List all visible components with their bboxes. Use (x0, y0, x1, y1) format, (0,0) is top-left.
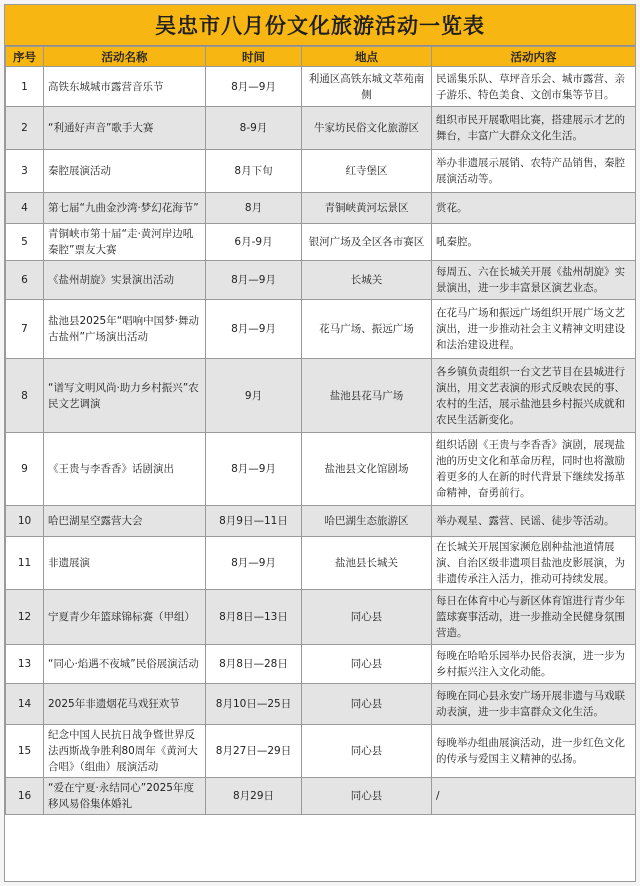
activity-place: 青铜峡黄河坛景区 (302, 193, 432, 224)
row-number: 16 (6, 778, 44, 815)
row-number: 4 (6, 193, 44, 224)
activity-time: 8月—9月 (206, 67, 302, 107)
activity-place: 同心县 (302, 645, 432, 684)
table-row (6, 67, 636, 107)
activity-table (5, 46, 636, 815)
row-number: 6 (6, 261, 44, 300)
table-row (6, 261, 636, 300)
table-row (6, 684, 636, 725)
activity-name: 《盐州胡旋》实景演出活动 (44, 261, 206, 300)
activity-place: 盐池县花马广场 (302, 359, 432, 433)
header-no: 序号 (6, 47, 44, 67)
activity-place: 牛家坊民俗文化旅游区 (302, 107, 432, 150)
activity-place: 同心县 (302, 725, 432, 778)
activity-place: 红寺堡区 (302, 150, 432, 193)
activity-time: 8月—9月 (206, 433, 302, 506)
row-number: 10 (6, 506, 44, 537)
activity-content: 举办非遗展示展销、农特产品销售，秦腔展演活动等。 (432, 150, 636, 193)
activity-content: 每晚在同心县永安广场开展非遗与马戏联动表演，进一步丰富群众文化生活。 (432, 684, 636, 725)
activity-time: 8月—9月 (206, 261, 302, 300)
activity-content: 组织话剧《王贵与李香香》演剧，展现盐池的历史文化和革命历程，同时也将激励着更多的人在新的时代背景下继续发扬革命精神，奋勇前行。 (432, 433, 636, 506)
activity-place: 银河广场及全区各市赛区 (302, 224, 432, 261)
activity-name: 纪念中国人民抗日战争暨世界反法西斯战争胜利80周年《黄河大合唱》（组曲）展演活动 (44, 725, 206, 778)
activity-name: “谱写文明风尚·助力乡村振兴”农民文艺调演 (44, 359, 206, 433)
activity-time: 8-9月 (206, 107, 302, 150)
activity-place: 利通区高铁东城文萃苑南侧 (302, 67, 432, 107)
activity-time: 8月27日—29日 (206, 725, 302, 778)
activity-place: 同心县 (302, 684, 432, 725)
activity-content: 每晚在哈哈乐园举办民俗表演，进一步为乡村振兴注入文化动能。 (432, 645, 636, 684)
table-row (6, 590, 636, 645)
activity-place: 花马广场、振远广场 (302, 300, 432, 359)
activity-content: 在花马广场和振远广场组织开展广场文艺演出，进一步推动社会主义精神文明建设和法治建设进程。 (432, 300, 636, 359)
activity-name: “利通好声音”歌手大赛 (44, 107, 206, 150)
activity-sheet (4, 4, 636, 882)
table-row (6, 506, 636, 537)
activity-time: 6月-9月 (206, 224, 302, 261)
activity-place: 哈巴湖生态旅游区 (302, 506, 432, 537)
activity-name: 青铜峡市第十届“走·黄河岸边吼秦腔”票友大赛 (44, 224, 206, 261)
activity-time: 9月 (206, 359, 302, 433)
row-number: 3 (6, 150, 44, 193)
activity-time: 8月下旬 (206, 150, 302, 193)
activity-name: 哈巴湖星空露营大会 (44, 506, 206, 537)
activity-time: 8月—9月 (206, 537, 302, 590)
table-row (6, 433, 636, 506)
activity-place: 同心县 (302, 778, 432, 815)
table-row (6, 778, 636, 815)
activity-content: 在长城关开展国家濒危剧种盐池道情展演、自治区级非遗项目盐池皮影展演，为非遗传承注入活力，推动可持续发展。 (432, 537, 636, 590)
activity-place: 盐池县长城关 (302, 537, 432, 590)
row-number: 9 (6, 433, 44, 506)
activity-name: 《王贵与李香香》话剧演出 (44, 433, 206, 506)
table-row (6, 725, 636, 778)
row-number: 12 (6, 590, 44, 645)
table-row (6, 193, 636, 224)
activity-time: 8月10日—25日 (206, 684, 302, 725)
page-title: 吴忠市八月份文化旅游活动一览表 (5, 5, 635, 46)
row-number: 2 (6, 107, 44, 150)
activity-place: 长城关 (302, 261, 432, 300)
activity-name: 秦腔展演活动 (44, 150, 206, 193)
activity-name: 高铁东城城市露营音乐节 (44, 67, 206, 107)
table-row (6, 359, 636, 433)
activity-content: 每日在体育中心与新区体育馆进行青少年篮球赛事活动，进一步推动全民健身氛围营造。 (432, 590, 636, 645)
activity-name: 非遗展演 (44, 537, 206, 590)
row-number: 11 (6, 537, 44, 590)
row-number: 14 (6, 684, 44, 725)
activity-place: 盐池县文化馆剧场 (302, 433, 432, 506)
table-row (6, 224, 636, 261)
activity-time: 8月—9月 (206, 300, 302, 359)
header-time: 时间 (206, 47, 302, 67)
activity-time: 8月29日 (206, 778, 302, 815)
activity-content: 民谣集乐队、草坪音乐会、城市露营、亲子游乐、特色美食、文创市集等节目。 (432, 67, 636, 107)
activity-content: 吼秦腔。 (432, 224, 636, 261)
activity-name: 盐池县2025年“唱响中国梦·舞动古盐州”广场演出活动 (44, 300, 206, 359)
activity-time: 8月8日—28日 (206, 645, 302, 684)
row-number: 1 (6, 67, 44, 107)
activity-time: 8月8日—13日 (206, 590, 302, 645)
activity-content: 每晚举办组曲展演活动，进一步红色文化的传承与爱国主义精神的弘扬。 (432, 725, 636, 778)
activity-place: 同心县 (302, 590, 432, 645)
row-number: 8 (6, 359, 44, 433)
header-content: 活动内容 (432, 47, 636, 67)
activity-content: / (432, 778, 636, 815)
activity-content: 每周五、六在长城关开展《盐州胡旋》实景演出，进一步丰富景区演艺业态。 (432, 261, 636, 300)
table-row (6, 537, 636, 590)
table-row (6, 107, 636, 150)
table-row (6, 150, 636, 193)
row-number: 15 (6, 725, 44, 778)
table-row (6, 645, 636, 684)
activity-content: 组织市民开展歌唱比赛，搭建展示才艺的舞台，丰富广大群众文化生活。 (432, 107, 636, 150)
row-number: 5 (6, 224, 44, 261)
activity-time: 8月 (206, 193, 302, 224)
header-name: 活动名称 (44, 47, 206, 67)
activity-name: “爱在宁夏·永结同心”2025年度移风易俗集体婚礼 (44, 778, 206, 815)
table-header-row (6, 47, 636, 67)
activity-name: “同心·焰遇不夜城”民俗展演活动 (44, 645, 206, 684)
activity-content: 赏花。 (432, 193, 636, 224)
header-place: 地点 (302, 47, 432, 67)
table-row (6, 300, 636, 359)
activity-name: 宁夏青少年篮球锦标赛（甲组） (44, 590, 206, 645)
row-number: 7 (6, 300, 44, 359)
activity-content: 举办观星、露营、民谣、徒步等活动。 (432, 506, 636, 537)
activity-name: 2025年非遗烟花马戏狂欢节 (44, 684, 206, 725)
activity-name: 第七届“九曲金沙湾·梦幻花海节” (44, 193, 206, 224)
activity-content: 各乡镇负责组织一台文艺节目在县城进行演出，用文艺表演的形式反映农民的事、农村的生活，展示盐池县乡村振兴成就和农民生活新变化。 (432, 359, 636, 433)
activity-time: 8月9日—11日 (206, 506, 302, 537)
table-body (6, 67, 636, 815)
row-number: 13 (6, 645, 44, 684)
